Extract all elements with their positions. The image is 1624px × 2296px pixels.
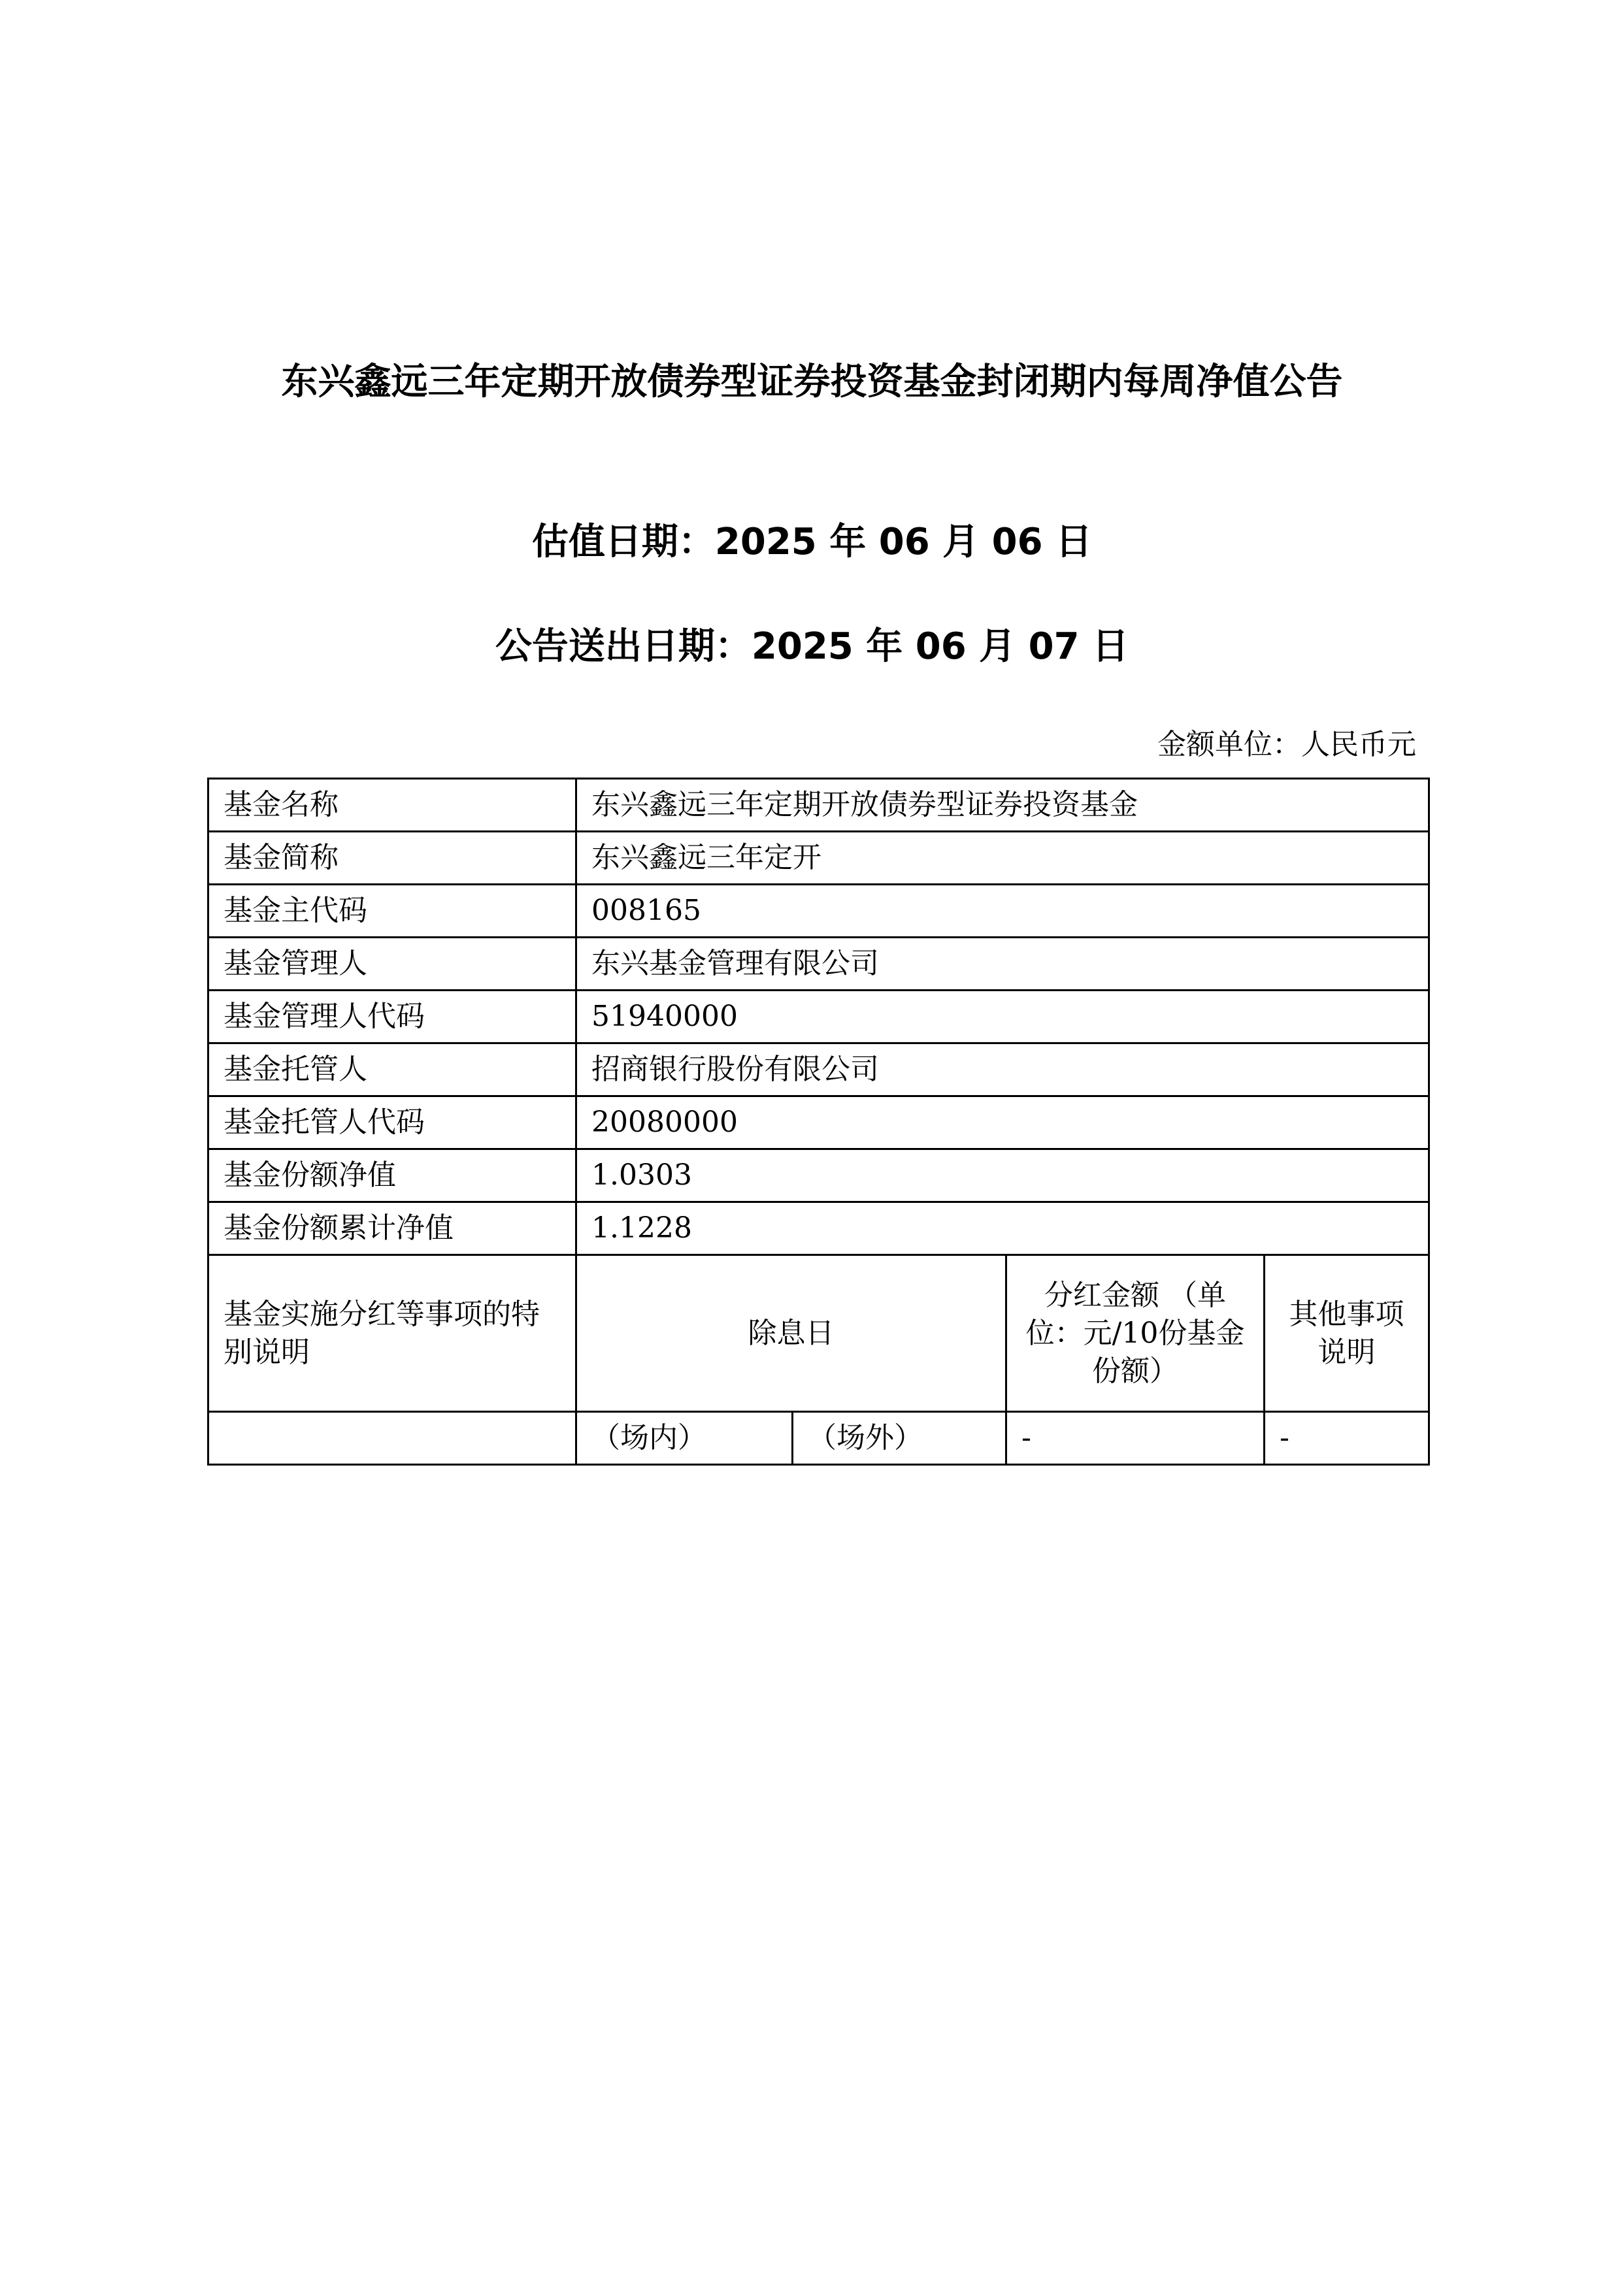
custodian-value: 招商银行股份有限公司: [576, 1043, 1429, 1096]
table-row: [208, 885, 1429, 938]
table-row: [208, 938, 1429, 991]
row-label-custodian-code: 基金托管人代码: [208, 1096, 576, 1149]
table-row: [208, 991, 1429, 1043]
row-label-fund-name: 基金名称: [208, 779, 576, 832]
fund-short-name-value: 东兴鑫远三年定开: [576, 832, 1429, 885]
table-row: [208, 1412, 1429, 1465]
empty-cell: [208, 1412, 576, 1465]
fund-code-value: 008165: [576, 885, 1429, 938]
ex-dividend-date-header: 除息日: [576, 1255, 1006, 1412]
nav-value: 1.0303: [576, 1149, 1429, 1202]
table-row: [208, 832, 1429, 885]
row-label-fund-code: 基金主代码: [208, 885, 576, 938]
table-row: [208, 1202, 1429, 1255]
custodian-code-value: 20080000: [576, 1096, 1429, 1149]
valuation-date: 估值日期：2025 年 06 月 06 日: [531, 521, 1093, 563]
table-row: [208, 1096, 1429, 1149]
manager-value: 东兴基金管理有限公司: [576, 938, 1429, 991]
other-matters-header: 其他事项说明: [1265, 1255, 1429, 1412]
row-label-fund-short-name: 基金简称: [208, 832, 576, 885]
row-label-nav: 基金份额净值: [208, 1149, 576, 1202]
onsite-label: （场内）: [576, 1412, 793, 1465]
other-matters-value: -: [1265, 1412, 1429, 1465]
cumulative-nav-value: 1.1228: [576, 1202, 1429, 1255]
dividend-amount-value: -: [1006, 1412, 1265, 1465]
announcement-title: 东兴鑫远三年定期开放债券型证券投资基金封闭期内每周净值公告: [281, 361, 1343, 403]
offsite-label: （场外）: [793, 1412, 1006, 1465]
table-row: [208, 1149, 1429, 1202]
row-label-cumulative-nav: 基金份额累计净值: [208, 1202, 576, 1255]
manager-code-value: 51940000: [576, 991, 1429, 1043]
row-label-manager: 基金管理人: [208, 938, 576, 991]
row-label-manager-code: 基金管理人代码: [208, 991, 576, 1043]
fund-name-value: 东兴鑫远三年定期开放债券型证券投资基金: [576, 779, 1429, 832]
currency-unit-note: 金额单位：人民币元: [1157, 728, 1416, 761]
release-date: 公告送出日期：2025 年 06 月 07 日: [495, 625, 1129, 668]
table-row: [208, 779, 1429, 832]
table-row: [208, 1255, 1429, 1412]
row-label-custodian: 基金托管人: [208, 1043, 576, 1096]
dividend-amount-header: 分红金额 （单位：元/10份基金份额）: [1006, 1255, 1265, 1412]
table-row: [208, 1043, 1429, 1096]
fund-info-table: [207, 778, 1430, 1466]
dividend-section-label: 基金实施分红等事项的特别说明: [208, 1255, 576, 1412]
